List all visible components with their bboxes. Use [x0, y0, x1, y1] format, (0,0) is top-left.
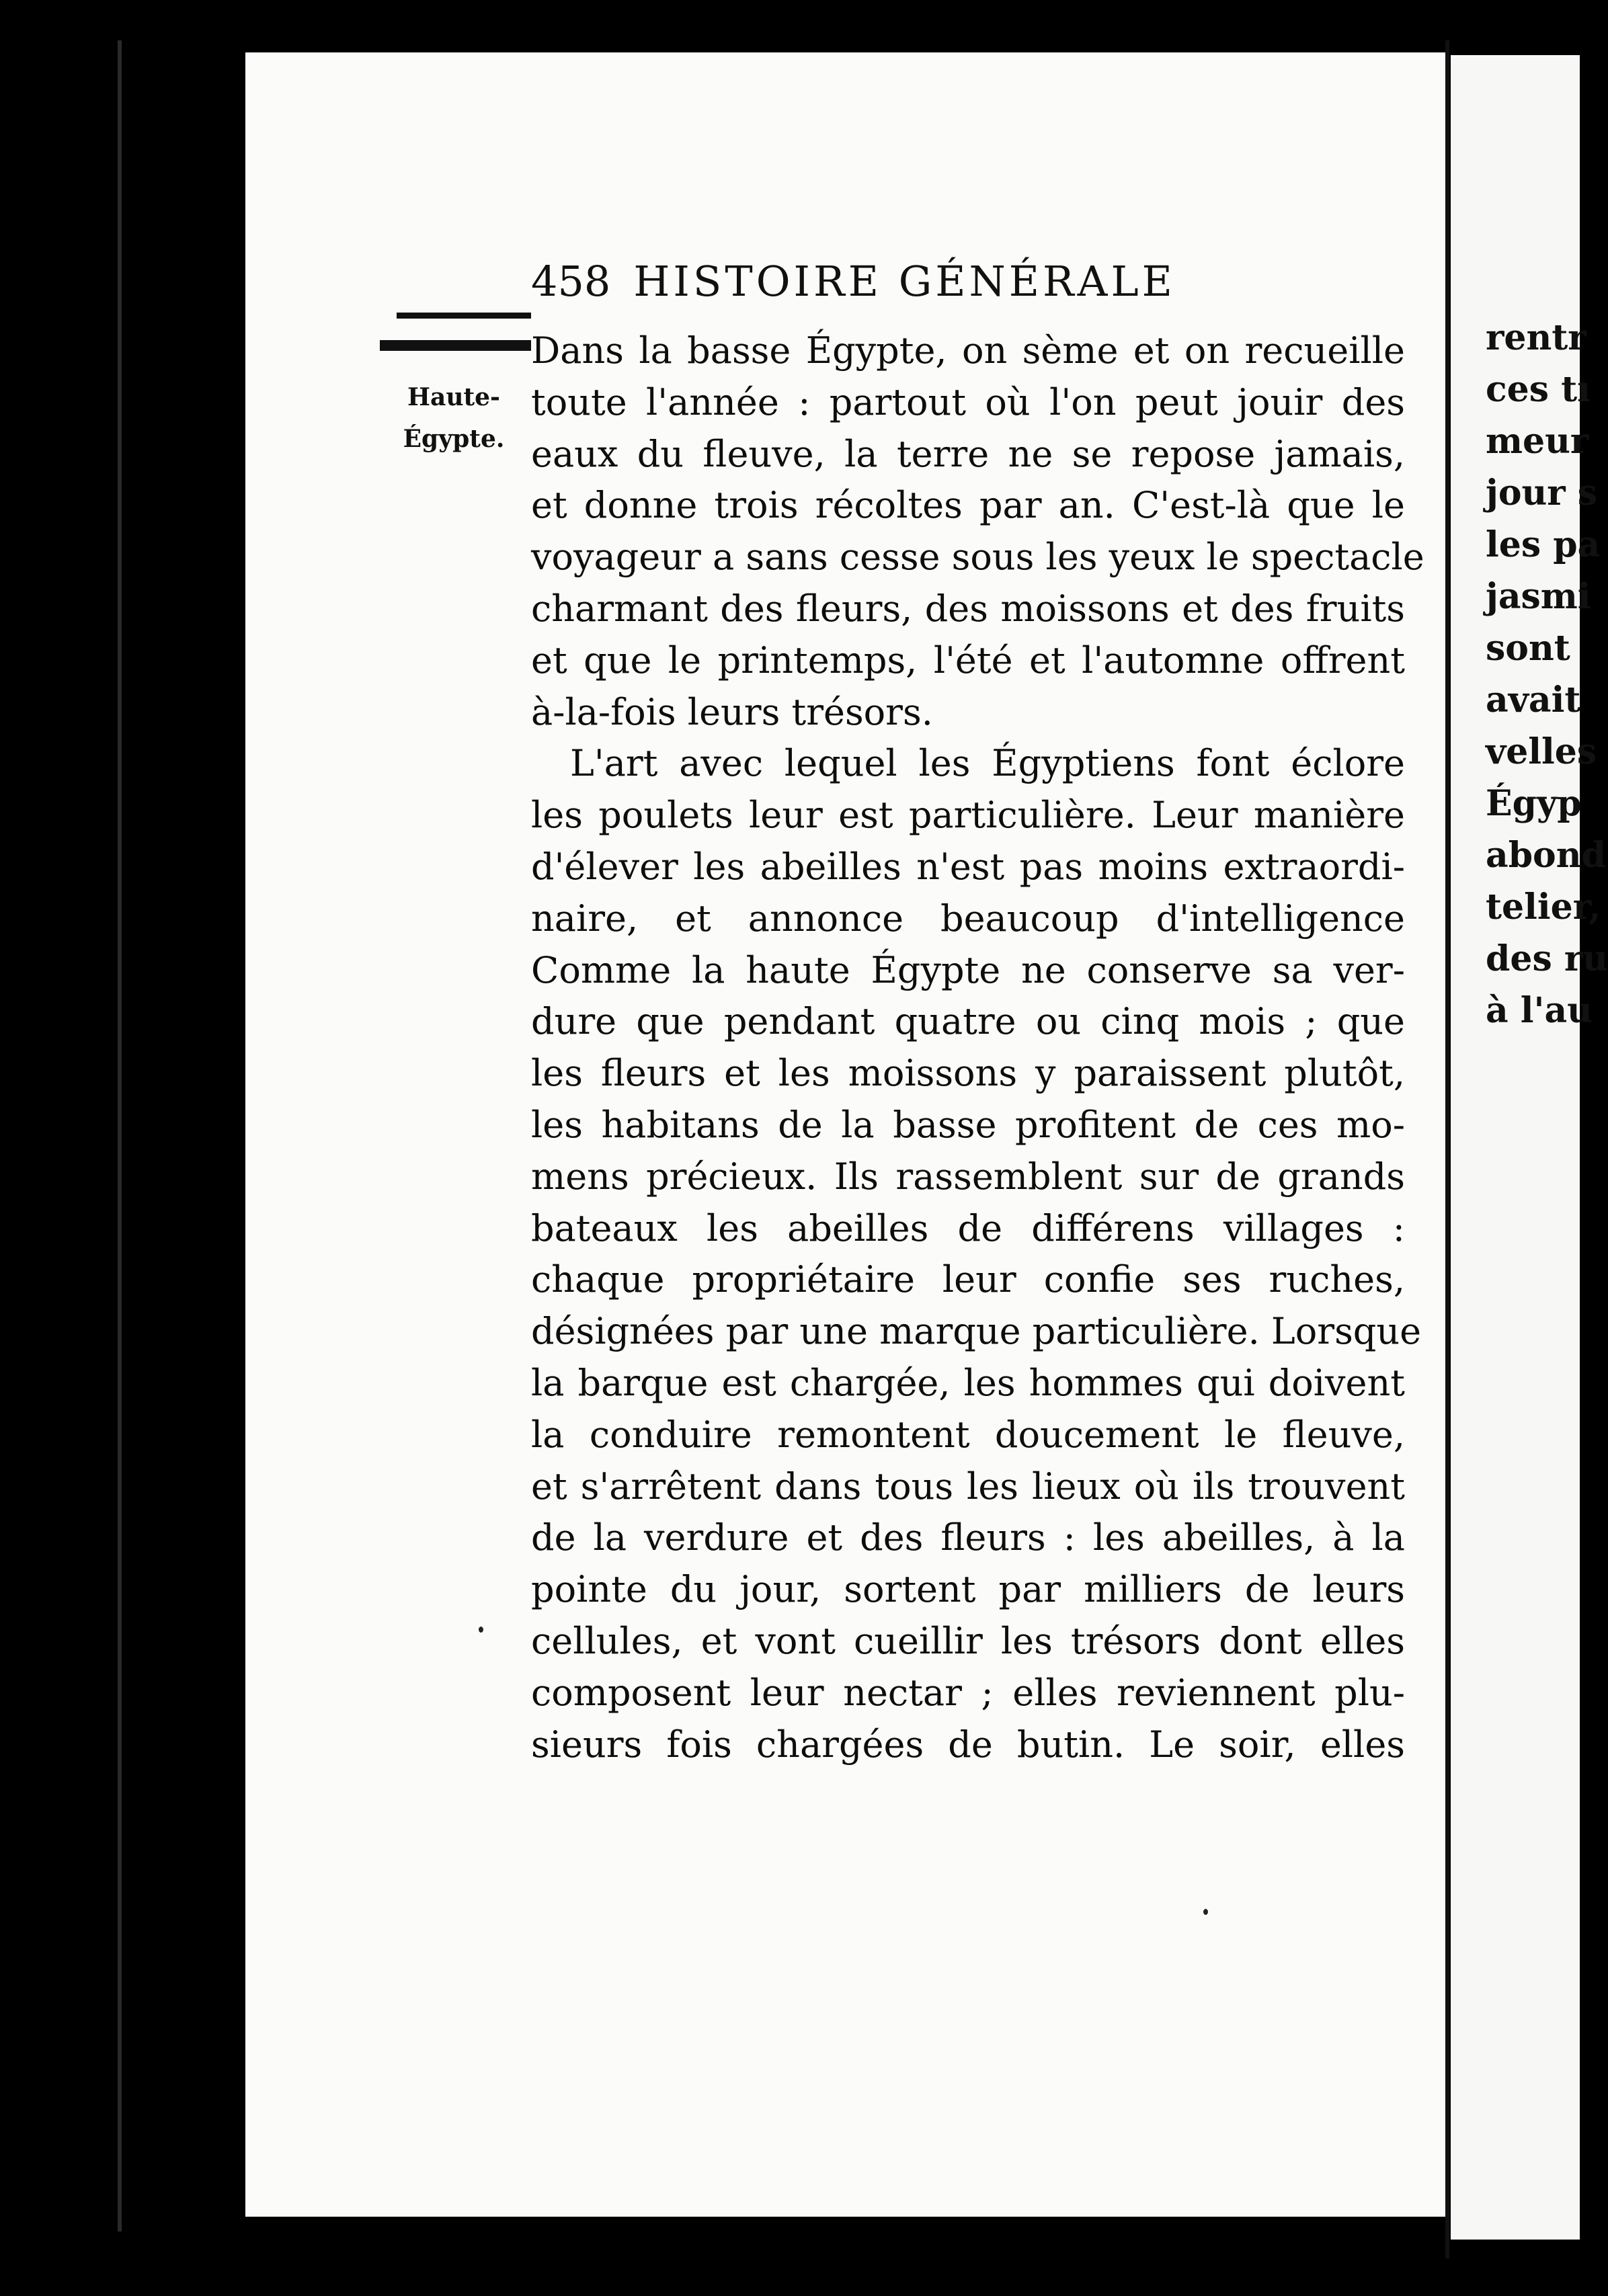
- facing-line: jour s: [1486, 473, 1598, 514]
- text-line: et donne trois récoltes par an. C'est-là que le: [531, 484, 1405, 527]
- text-line: la conduire remontent doucement le fleuve,: [531, 1413, 1405, 1456]
- facing-line: rentr: [1486, 317, 1586, 358]
- facing-line: jasmi: [1486, 576, 1591, 617]
- margin-note-line: Haute-: [407, 383, 500, 411]
- facing-line: avait: [1486, 680, 1581, 721]
- text-line: à-la-fois leurs trésors.: [531, 690, 933, 733]
- text-line: d'élever les abeilles n'est pas moins extraordi-: [531, 845, 1405, 888]
- text-line: la barque est chargée, les hommes qui doivent: [531, 1361, 1405, 1404]
- text-line: pointe du jour, sortent par milliers de leurs: [531, 1568, 1405, 1611]
- facing-line: telier,: [1486, 887, 1601, 928]
- text-line: Comme la haute Égypte ne conserve sa ver-: [531, 948, 1405, 991]
- text-line: dure que pendant quatre ou cinq mois ; que: [531, 1000, 1405, 1043]
- facing-line: abond: [1486, 835, 1606, 876]
- text-line: sieurs fois chargées de butin. Le soir, elles: [531, 1723, 1405, 1766]
- facing-line: ces tı: [1486, 369, 1591, 410]
- page-number: 458: [531, 257, 611, 306]
- text-line: les fleurs et les moissons y paraissent plutôt,: [531, 1052, 1405, 1095]
- facing-line: les pa: [1486, 524, 1601, 565]
- running-header: [531, 257, 1176, 306]
- body-text: [531, 325, 1424, 1770]
- facing-page-fragment: [1451, 55, 1608, 2240]
- book-gutter: [1445, 40, 1449, 2258]
- ink-speck: [1203, 1909, 1208, 1915]
- facing-line: des ru: [1486, 938, 1608, 979]
- text-line: les poulets leur est particulière. Leur manière: [531, 794, 1405, 837]
- text-line: charmant des fleurs, des moissons et des fruits: [531, 587, 1405, 630]
- facing-line: à l'au: [1486, 990, 1593, 1031]
- text-line: chaque propriétaire leur confie ses ruches,: [531, 1258, 1405, 1301]
- text-line: les habitans de la basse profitent de ces mo-: [531, 1103, 1405, 1146]
- text-line: naire, et annonce beaucoup d'intelligence: [531, 897, 1405, 940]
- text-line: cellules, et vont cueillir les trésors dont elles: [531, 1619, 1405, 1662]
- text-line: mens précieux. Ils rassemblent sur de grands: [531, 1155, 1405, 1198]
- text-line: eaux du fleuve, la terre ne se repose jamais,: [531, 432, 1405, 475]
- text-line: Dans la basse Égypte, on sème et on recueille: [531, 329, 1405, 372]
- ink-speck: [479, 1627, 483, 1633]
- text-line: composent leur nectar ; elles reviennent plu-: [531, 1671, 1405, 1714]
- facing-line: velles: [1486, 731, 1597, 772]
- margin-marker-rule: [380, 340, 531, 351]
- facing-line: meur: [1486, 421, 1589, 462]
- margin-note-line: Égypte.: [403, 425, 505, 453]
- text-line: L'art avec lequel les Égyptiens font éclore: [570, 742, 1405, 785]
- margin-note: [387, 376, 521, 460]
- book-spine-edge: [118, 40, 122, 2231]
- text-line: voyageur a sans cesse sous les yeux le spectacle: [531, 536, 1424, 579]
- text-line: bateaux les abeilles de différens villages :: [531, 1206, 1405, 1249]
- text-line: de la verdure et des fleurs : les abeilles, à la: [531, 1516, 1405, 1559]
- text-line: toute l'année : partout où l'on peut jouir des: [531, 380, 1405, 423]
- left-margin-dark: [0, 0, 245, 2296]
- text-line: et que le printemps, l'été et l'automne offrent: [531, 639, 1405, 682]
- running-title: HISTOIRE GÉNÉRALE: [633, 257, 1176, 306]
- facing-line: sont: [1486, 628, 1570, 669]
- text-line: et s'arrêtent dans tous les lieux où ils trouvent: [531, 1465, 1405, 1508]
- text-line: désignées par une marque particulière. Lorsque: [531, 1310, 1422, 1353]
- header-rule: [397, 313, 531, 319]
- facing-line: Égyp: [1486, 783, 1582, 824]
